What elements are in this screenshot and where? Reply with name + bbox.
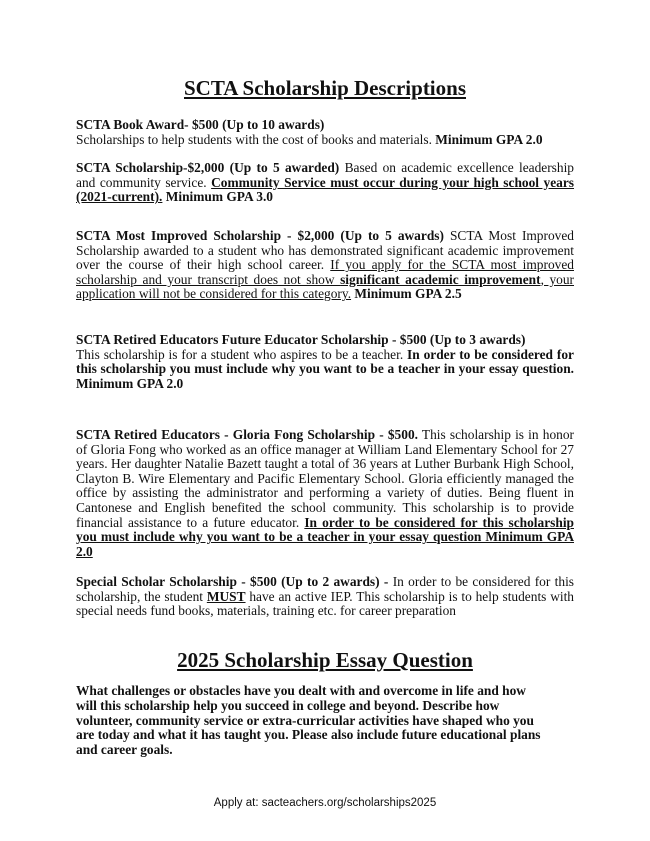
body-text: Based on academic excellence leadership and community service. xyxy=(76,160,574,190)
body-text: , your application will not be considered for this category. xyxy=(76,271,574,302)
essay-question: What challenges or obstacles have you dealt with and overcome in life and how will this scholarship help you succeed in college and beyond. Describe how volunteer, community service or extra-curricular activities have shaped who you are today and what it has taught you. Please also include future educational plans and career goals. xyxy=(76,683,541,758)
section-future-educator xyxy=(76,333,574,391)
body-text: SCTA Most Improved Scholarship awarded to a student who has demonstrated significant academic improvement over the course of their high school career. xyxy=(76,228,574,273)
emphasis-text: SCTA Book Award- $500 (Up to 10 awards) xyxy=(76,117,325,132)
section-scta-scholarship xyxy=(76,161,574,205)
body-text: If you apply for the SCTA most improved scholarship and your transcript does not show xyxy=(76,257,574,287)
apply-footer: Apply at: sacteachers.org/scholarships2025 xyxy=(213,797,437,809)
emphasis-text: SCTA Retired Educators - Gloria Fong Scholarship - $500. xyxy=(76,427,418,442)
body-text: This scholarship is in honor of Gloria Fong who worked as an office manager at William Land Elementary School for 27 years. Her daughter Natalie Bazett taught a total of 36 years at Luther Burbank High School, Clayton B. Wire Elementary and Pacific Elementary School. Gloria efficiently managed the office by assisting the administrator and performing a variety of duties. Being fluent in Cantonese and English benefited the school community. This scholarship is to provide financial assistance to a future educator. xyxy=(76,427,574,530)
emphasis-text: Minimum GPA 3.0 xyxy=(162,189,274,205)
emphasis-text: MUST xyxy=(206,588,246,604)
body-text: This scholarship is for a student who aspires to be a teacher. xyxy=(76,346,408,362)
page-title: SCTA Scholarship Descriptions xyxy=(184,76,466,100)
emphasis-text: Minimum GPA 2.0 xyxy=(435,131,543,147)
essay-title: 2025 Scholarship Essay Question xyxy=(177,648,473,672)
emphasis-text: Special Scholar Scholarship - $500 (Up to 2 awards) - xyxy=(76,574,389,589)
section-gloria-fong xyxy=(76,428,574,559)
emphasis-text: significant academic improvement xyxy=(340,271,541,287)
emphasis-text: SCTA Most Improved Scholarship - $2,000 (Up to 5 awards) xyxy=(76,228,444,243)
emphasis-text: SCTA Scholarship-$2,000 (Up to 5 awarded) xyxy=(76,160,340,175)
section-most-improved xyxy=(76,229,574,302)
emphasis-text: Community Service must occur during your high school years (2021-current). xyxy=(76,174,575,205)
emphasis-text: SCTA Retired Educators Future Educator Scholarship - $500 (Up to 3 awards) xyxy=(76,332,526,347)
emphasis-text: In order to be considered for this scholarship you must include why you want to be a teacher in your essay question. Minimum GPA 2.0 xyxy=(76,346,574,391)
emphasis-text: Minimum GPA 2.5 xyxy=(351,286,462,302)
emphasis-text: In order to be considered for this scholarship you must include why you want to be a teacher in your essay question Minimum GPA 2.0 xyxy=(76,514,574,559)
body-text: In order to be considered for this scholarship, the student xyxy=(76,574,575,604)
section-special-scholar xyxy=(76,575,574,619)
section-book-award xyxy=(76,118,574,147)
body-text: have an active IEP. This scholarship is to help students with special needs fund books, materials, training etc. for career preparation xyxy=(76,588,574,619)
body-text: Scholarships to help students with the cost of books and materials. xyxy=(76,131,436,147)
